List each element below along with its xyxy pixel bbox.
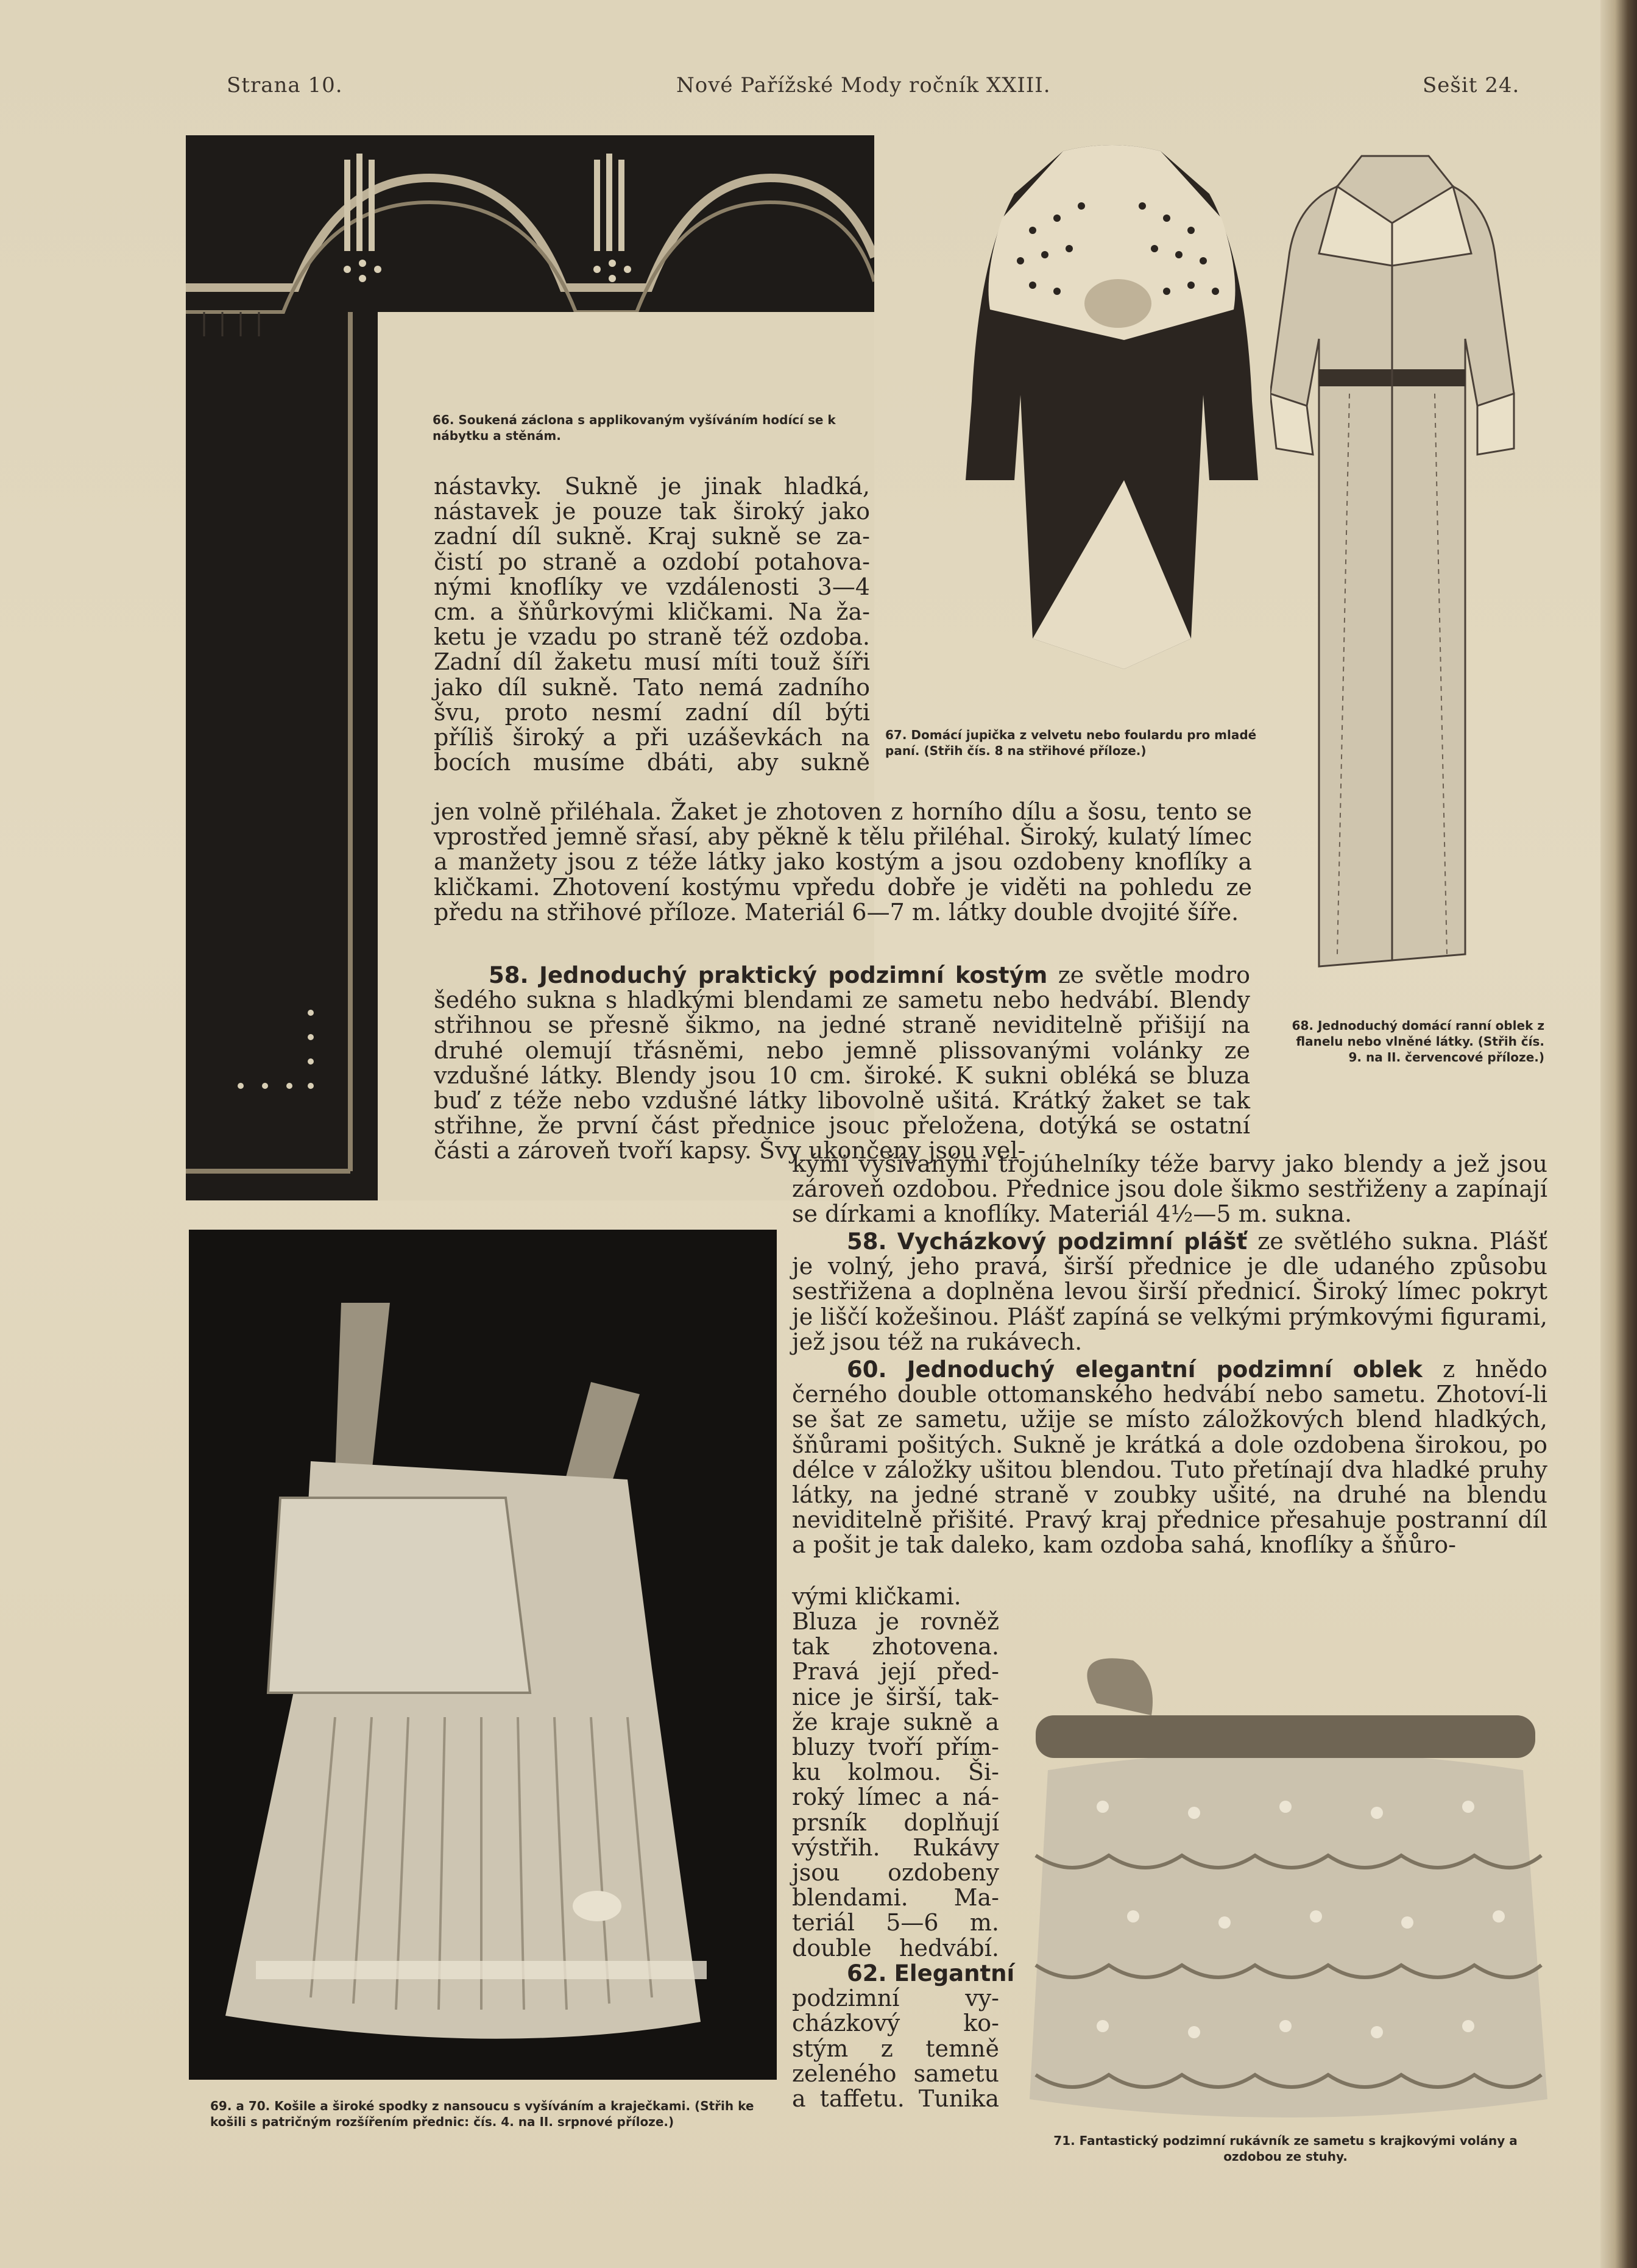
paragraph-heading: Elegantní <box>894 1960 1015 1986</box>
text-line-short: vými kličkami. <box>792 1583 961 1610</box>
text-line: a taffetu. Tunika <box>792 2085 999 2113</box>
issue-number: Sešit 24. <box>1423 73 1520 97</box>
text-line: nice je širší, tak- <box>792 1683 999 1710</box>
paragraph-58-costume <box>434 963 1250 1164</box>
paragraph-continued: kými vyšívanými trojúhelníky téže barvy jako blendy a jež jsou zároveň ozdobou. Přednice jsou dole šikmo sestřiženy a zapínají se dírkami a knoflíky. Materiál 4½—5 m. sukna. <box>792 1150 1547 1228</box>
text-line: cm. a šňůrkovými kličkami. Na ža- <box>434 598 870 626</box>
text-line: tak zhotovena. <box>792 1633 999 1660</box>
text-line: nástavek je pouze tak široký jako <box>434 498 870 525</box>
text-line: čistí po straně a ozdobí potahova- <box>434 548 870 575</box>
paragraph-62-costume <box>792 1960 1015 2113</box>
muff-illustration <box>1011 1624 1560 2142</box>
text-line: bocích musíme dbáti, aby sukně <box>434 749 870 776</box>
figure-66-caption: 66. Soukená záclona s applikovaným vyšíváním hodící se k nábytku a stěnám. <box>433 413 836 443</box>
paragraph-58-coat <box>792 1229 1547 1355</box>
jacket-illustration <box>941 139 1282 675</box>
paragraph-60-suit <box>792 1357 1547 1558</box>
text-line: že kraje sukně a <box>792 1708 999 1735</box>
text-column-narrow <box>434 474 870 775</box>
paragraph-number: 62. <box>847 1960 887 1986</box>
dress-illustration <box>1270 138 1520 973</box>
text-line: jsou ozdobeny <box>792 1859 999 1887</box>
text-line: stým z temně <box>792 2035 999 2062</box>
text-line: Bluza je rovněž <box>792 1608 999 1635</box>
text-line: švu, proto nesmí zadní díl býti <box>434 698 870 726</box>
page-edge <box>1600 0 1637 2268</box>
text-line: ku kolmou. Ši- <box>792 1759 999 1786</box>
paragraph-heading: Jednoduchý elegantní podzimní oblek <box>907 1356 1423 1383</box>
text-line: ketu je vzadu po straně též ozdoba. <box>434 623 870 651</box>
paragraph-body: z hnědo černého double ottomanského hedvábí nebo sametu. Zhotoví-li se šat ze sametu, užije se místo záložkových blend hladkých, šňůrami pošitých. Sukně je krátká a dole ozdobena širokou, po délce v záložky ušitou blendou. Tuto přetínají dva hladké pruhy látky, na jedné straně v zoubky ušité, na druhé na blendu neviditelně přišité. Pravý kraj přednice přesahuje postranní díl a pošit je tak daleko, kam ozdoba sahá, knoflíky a šňůro- <box>792 1356 1547 1559</box>
text-column-blouse <box>792 1609 999 1961</box>
text-line: cházkový ko- <box>792 2010 999 2037</box>
figure-67-caption: 67. Domácí jupička z velvetu nebo foulardu pro mladé paní. (Střih čís. 8 na střihové příloze.) <box>885 728 1257 758</box>
text-line: zadní díl sukně. Kraj sukně se za- <box>434 523 870 550</box>
magazine-title: Nové Pařížské Mody ročník XXIII. <box>676 73 1051 97</box>
text-line: blendami. Ma- <box>792 1884 999 1912</box>
page-number: Strana 10. <box>227 73 343 97</box>
text-line: nástavky. Sukně je jinak hladká, <box>434 473 870 500</box>
figure-69-70-caption: 69. a 70. Košile a široké spodky z nansoucu s vyšíváním a kraječkami. (Střih ke košili s patričným rozšířením přednic: čís. 4. na II. srpnové příloze.) <box>210 2099 754 2129</box>
text-line: Pravá její před- <box>792 1658 999 1685</box>
paragraph-number: 58. <box>489 962 529 988</box>
paragraph-heading: Jednoduchý praktický podzimní kostým <box>539 962 1048 988</box>
text-line: podzimní vy- <box>792 1985 999 2012</box>
text-line: příliš široký a při uzáševkách na <box>434 724 870 751</box>
text-line: nými knoflíky ve vzdálenosti 3—4 <box>434 573 870 600</box>
lingerie-photo <box>189 1230 777 2080</box>
text-line: prsník doplňují <box>792 1809 999 1836</box>
paragraph-body: ze světlého sukna. Plášť je volný, jeho pravá, širší přednice je dle udaného způsobu sestřižena a doplněna levou širší přednicí. Široký límec pokryt je liščí kožešinou. Plášť zapíná se velkými prýmkovými figurami, jež jsou též na rukávech. <box>792 1228 1547 1355</box>
figure-71-caption: 71. Fantastický podzimní rukávník ze sametu s krajkovými volány a ozdobou ze stuhy. <box>1053 2133 1518 2164</box>
text-line: výstřih. Rukávy <box>792 1834 999 1861</box>
text-line: jako díl sukně. Tato nemá zadního <box>434 673 870 701</box>
figure-68-caption: 68. Jednoduchý domácí ranní oblek z flanelu nebo vlněné látky. (Střih čís. 9. na II. červencové příloze.) <box>1292 1018 1544 1065</box>
paragraph-number: 58. <box>847 1228 887 1255</box>
paragraph-body: ze světle modro šedého sukna s hladkými blendami ze sametu nebo hedvábí. Blendy střihnou se přesně šikmo, na jedné straně neviditelně přišijí na druhé olemují třásněmi, nebo jemně plissovanými volánky ze vzdušné látky. Blendy jsou 10 cm. široké. K sukni obléká se bluza buď z téže nebo vzdušné látky libovolně ušitá. Krátký žaket se tak střihne, že první část přednice jsouc přeložena, dotýká se ostatní části a zároveň tvoří kapsy. Švy ukončeny jsou vel- <box>434 962 1250 1164</box>
paragraph-number: 60. <box>847 1356 887 1383</box>
text-line: roký límec a ná- <box>792 1784 999 1811</box>
paragraph-heading: Vycházkový podzimní plášť <box>897 1228 1248 1255</box>
text-line: double hedvábí. <box>792 1934 999 1961</box>
text-line: bluzy tvoří přím- <box>792 1734 999 1761</box>
text-line: zeleného sametu <box>792 2060 999 2087</box>
text-paragraph: jen volně přiléhala. Žaket je zhotoven z horního dílu a šosu, tento se vprostřed jemně sřasí, aby pěkně k tělu přiléhal. Široký, kulatý límec a manžety jsou z téže látky jako kostým a jsou ozdobeny knoflíky a kličkami. Zhotovení kostýmu vpředu dobře je viděti na pohledu ze předu na střihové příloze. Materiál 6—7 m. látky double dvojité šíře. <box>434 798 1252 926</box>
text-line: teriál 5—6 m. <box>792 1909 999 1937</box>
text-line: Zadní díl žaketu musí míti touž šíři <box>434 648 870 676</box>
